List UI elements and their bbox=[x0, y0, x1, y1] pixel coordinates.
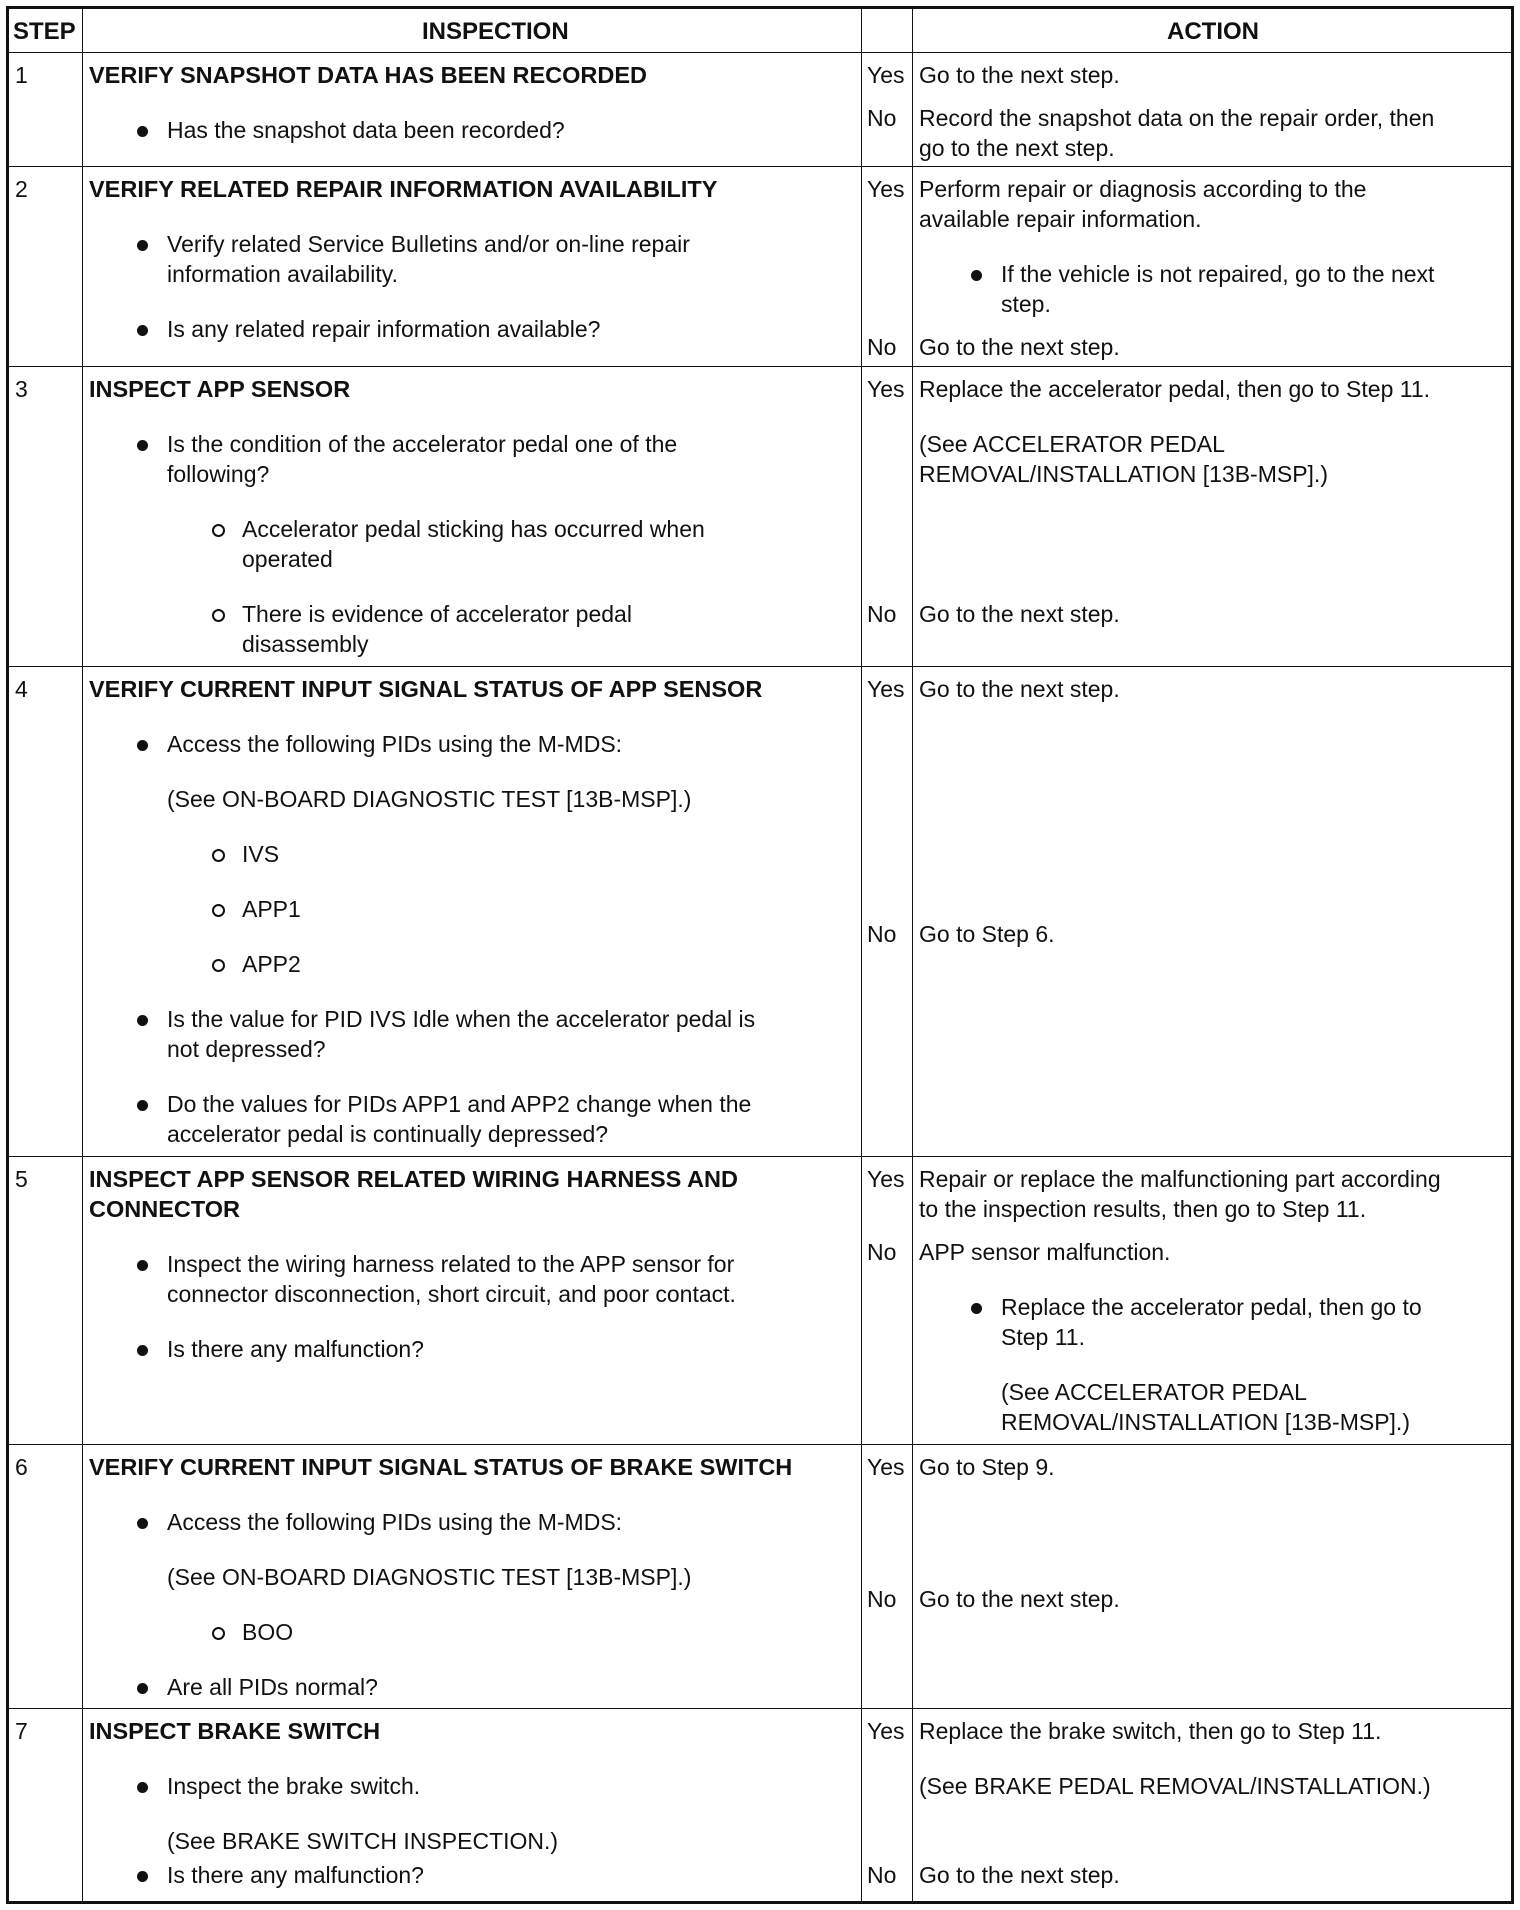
inspection-text: Is the value for PID IVS Idle when the accelerator pedal is bbox=[167, 1006, 756, 1032]
header-action: ACTION bbox=[1167, 18, 1259, 45]
no-action: Go to the next step. bbox=[919, 334, 1120, 360]
yes-action: Replace the accelerator pedal, then go to Step 11. bbox=[919, 376, 1431, 402]
sub-bullet-icon bbox=[212, 904, 225, 917]
bullet-icon bbox=[137, 325, 148, 336]
step-title: VERIFY CURRENT INPUT SIGNAL STATUS OF BRAKE SWITCH bbox=[89, 1454, 793, 1480]
column-divider-step bbox=[82, 9, 83, 1901]
header-step: STEP bbox=[13, 18, 76, 45]
step-title: INSPECT BRAKE SWITCH bbox=[89, 1718, 381, 1744]
no-action: (See ACCELERATOR PEDAL bbox=[1001, 1379, 1307, 1405]
step-number: 4 bbox=[15, 676, 28, 702]
bullet-icon bbox=[137, 1100, 148, 1111]
sub-bullet-icon bbox=[212, 1627, 225, 1640]
inspection-text: Has the snapshot data been recorded? bbox=[167, 117, 565, 143]
no-label: No bbox=[867, 601, 897, 627]
inspection-text: Access the following PIDs using the M-MDS: bbox=[167, 1509, 623, 1535]
yes-action: Go to the next step. bbox=[919, 676, 1120, 702]
yes-action: (See ACCELERATOR PEDAL bbox=[919, 431, 1225, 457]
bullet-icon bbox=[137, 1683, 148, 1694]
bullet-icon bbox=[137, 1871, 148, 1882]
yes-action: available repair information. bbox=[919, 206, 1202, 232]
step-number: 1 bbox=[15, 62, 28, 88]
step-title: VERIFY CURRENT INPUT SIGNAL STATUS OF APP SENSOR bbox=[89, 676, 763, 702]
inspection-text: Access the following PIDs using the M-MDS: bbox=[167, 731, 623, 757]
inspection-text: APP2 bbox=[242, 951, 301, 977]
bullet-icon bbox=[137, 1518, 148, 1529]
inspection-text: Inspect the wiring harness related to the APP sensor for bbox=[167, 1251, 735, 1277]
no-action: Step 11. bbox=[1001, 1324, 1085, 1350]
step-number: 7 bbox=[15, 1718, 28, 1744]
inspection-text: Verify related Service Bulletins and/or on-line repair bbox=[167, 231, 690, 257]
step-title: INSPECT APP SENSOR bbox=[89, 376, 351, 402]
step-number: 2 bbox=[15, 176, 28, 202]
no-label: No bbox=[867, 334, 897, 360]
row-divider bbox=[9, 1156, 1511, 1157]
step-title: VERIFY SNAPSHOT DATA HAS BEEN RECORDED bbox=[89, 62, 647, 88]
bullet-icon bbox=[137, 1260, 148, 1271]
row-divider bbox=[9, 366, 1511, 367]
inspection-text: Is there any malfunction? bbox=[167, 1862, 424, 1888]
row-divider bbox=[9, 1444, 1511, 1445]
yes-label: Yes bbox=[867, 676, 905, 702]
yes-label: Yes bbox=[867, 1718, 905, 1744]
column-divider-yesno bbox=[912, 9, 913, 1901]
yes-action: Replace the brake switch, then go to Step 11. bbox=[919, 1718, 1382, 1744]
inspection-text: (See ON-BOARD DIAGNOSTIC TEST [13B-MSP].) bbox=[167, 786, 692, 812]
no-action: APP sensor malfunction. bbox=[919, 1239, 1171, 1265]
yes-action: Go to Step 9. bbox=[919, 1454, 1055, 1480]
bullet-icon bbox=[137, 440, 148, 451]
inspection-text: There is evidence of accelerator pedal bbox=[242, 601, 632, 627]
inspection-text: IVS bbox=[242, 841, 280, 867]
inspection-text: Do the values for PIDs APP1 and APP2 change when the bbox=[167, 1091, 752, 1117]
no-label: No bbox=[867, 921, 897, 947]
inspection-text: BOO bbox=[242, 1619, 294, 1645]
yes-action: If the vehicle is not repaired, go to the next bbox=[1001, 261, 1435, 287]
step-title: VERIFY RELATED REPAIR INFORMATION AVAILABILITY bbox=[89, 176, 718, 202]
inspection-text: Is there any malfunction? bbox=[167, 1336, 424, 1362]
inspection-text: Is any related repair information available? bbox=[167, 316, 601, 342]
yes-label: Yes bbox=[867, 176, 905, 202]
no-label: No bbox=[867, 1239, 897, 1265]
inspection-text: Inspect the brake switch. bbox=[167, 1773, 421, 1799]
inspection-text: connector disconnection, short circuit, and poor contact. bbox=[167, 1281, 736, 1307]
step-number: 6 bbox=[15, 1454, 28, 1480]
header-divider bbox=[9, 52, 1511, 53]
step-number: 5 bbox=[15, 1166, 28, 1192]
header-inspection: INSPECTION bbox=[422, 18, 569, 45]
inspection-text: operated bbox=[242, 546, 333, 572]
yes-action: to the inspection results, then go to Step 11. bbox=[919, 1196, 1367, 1222]
diagnostic-procedure-table bbox=[6, 6, 1514, 1904]
inspection-text: disassembly bbox=[242, 631, 369, 657]
yes-action: step. bbox=[1001, 291, 1051, 317]
yes-action: (See BRAKE PEDAL REMOVAL/INSTALLATION.) bbox=[919, 1773, 1431, 1799]
no-action: go to the next step. bbox=[919, 135, 1115, 161]
inspection-text: following? bbox=[167, 461, 270, 487]
bullet-icon bbox=[137, 740, 148, 751]
no-action: Go to Step 6. bbox=[919, 921, 1055, 947]
no-action: Record the snapshot data on the repair order, then bbox=[919, 105, 1435, 131]
bullet-icon bbox=[137, 126, 148, 137]
bullet-icon bbox=[137, 1015, 148, 1026]
no-action: Go to the next step. bbox=[919, 601, 1120, 627]
no-label: No bbox=[867, 1586, 897, 1612]
yes-action: Perform repair or diagnosis according to the bbox=[919, 176, 1367, 202]
bullet-icon bbox=[971, 1303, 982, 1314]
no-label: No bbox=[867, 105, 897, 131]
row-divider bbox=[9, 1708, 1511, 1709]
step-title: INSPECT APP SENSOR RELATED WIRING HARNESS AND bbox=[89, 1166, 738, 1192]
no-action: Go to the next step. bbox=[919, 1586, 1120, 1612]
yes-action: Repair or replace the malfunctioning part according bbox=[919, 1166, 1441, 1192]
step-number: 3 bbox=[15, 376, 28, 402]
step-title: CONNECTOR bbox=[89, 1196, 241, 1222]
row-divider bbox=[9, 666, 1511, 667]
inspection-text: (See ON-BOARD DIAGNOSTIC TEST [13B-MSP].) bbox=[167, 1564, 692, 1590]
sub-bullet-icon bbox=[212, 524, 225, 537]
inspection-text: information availability. bbox=[167, 261, 398, 287]
no-action: REMOVAL/INSTALLATION [13B-MSP].) bbox=[1001, 1409, 1410, 1435]
sub-bullet-icon bbox=[212, 959, 225, 972]
inspection-text: Are all PIDs normal? bbox=[167, 1674, 378, 1700]
bullet-icon bbox=[971, 270, 982, 281]
bullet-icon bbox=[137, 1345, 148, 1356]
yes-label: Yes bbox=[867, 1166, 905, 1192]
no-label: No bbox=[867, 1862, 897, 1888]
inspection-text: (See BRAKE SWITCH INSPECTION.) bbox=[167, 1828, 559, 1854]
yes-label: Yes bbox=[867, 376, 905, 402]
inspection-text: Is the condition of the accelerator pedal one of the bbox=[167, 431, 678, 457]
sub-bullet-icon bbox=[212, 609, 225, 622]
inspection-text: APP1 bbox=[242, 896, 301, 922]
column-divider-inspection bbox=[861, 9, 862, 1901]
yes-action: Go to the next step. bbox=[919, 62, 1120, 88]
no-action: Go to the next step. bbox=[919, 1862, 1120, 1888]
bullet-icon bbox=[137, 1782, 148, 1793]
inspection-text: accelerator pedal is continually depressed? bbox=[167, 1121, 609, 1147]
no-action: Replace the accelerator pedal, then go to bbox=[1001, 1294, 1422, 1320]
inspection-text: Accelerator pedal sticking has occurred when bbox=[242, 516, 705, 542]
yes-label: Yes bbox=[867, 62, 905, 88]
inspection-text: not depressed? bbox=[167, 1036, 326, 1062]
bullet-icon bbox=[137, 240, 148, 251]
yes-action: REMOVAL/INSTALLATION [13B-MSP].) bbox=[919, 461, 1328, 487]
row-divider bbox=[9, 166, 1511, 167]
sub-bullet-icon bbox=[212, 849, 225, 862]
yes-label: Yes bbox=[867, 1454, 905, 1480]
